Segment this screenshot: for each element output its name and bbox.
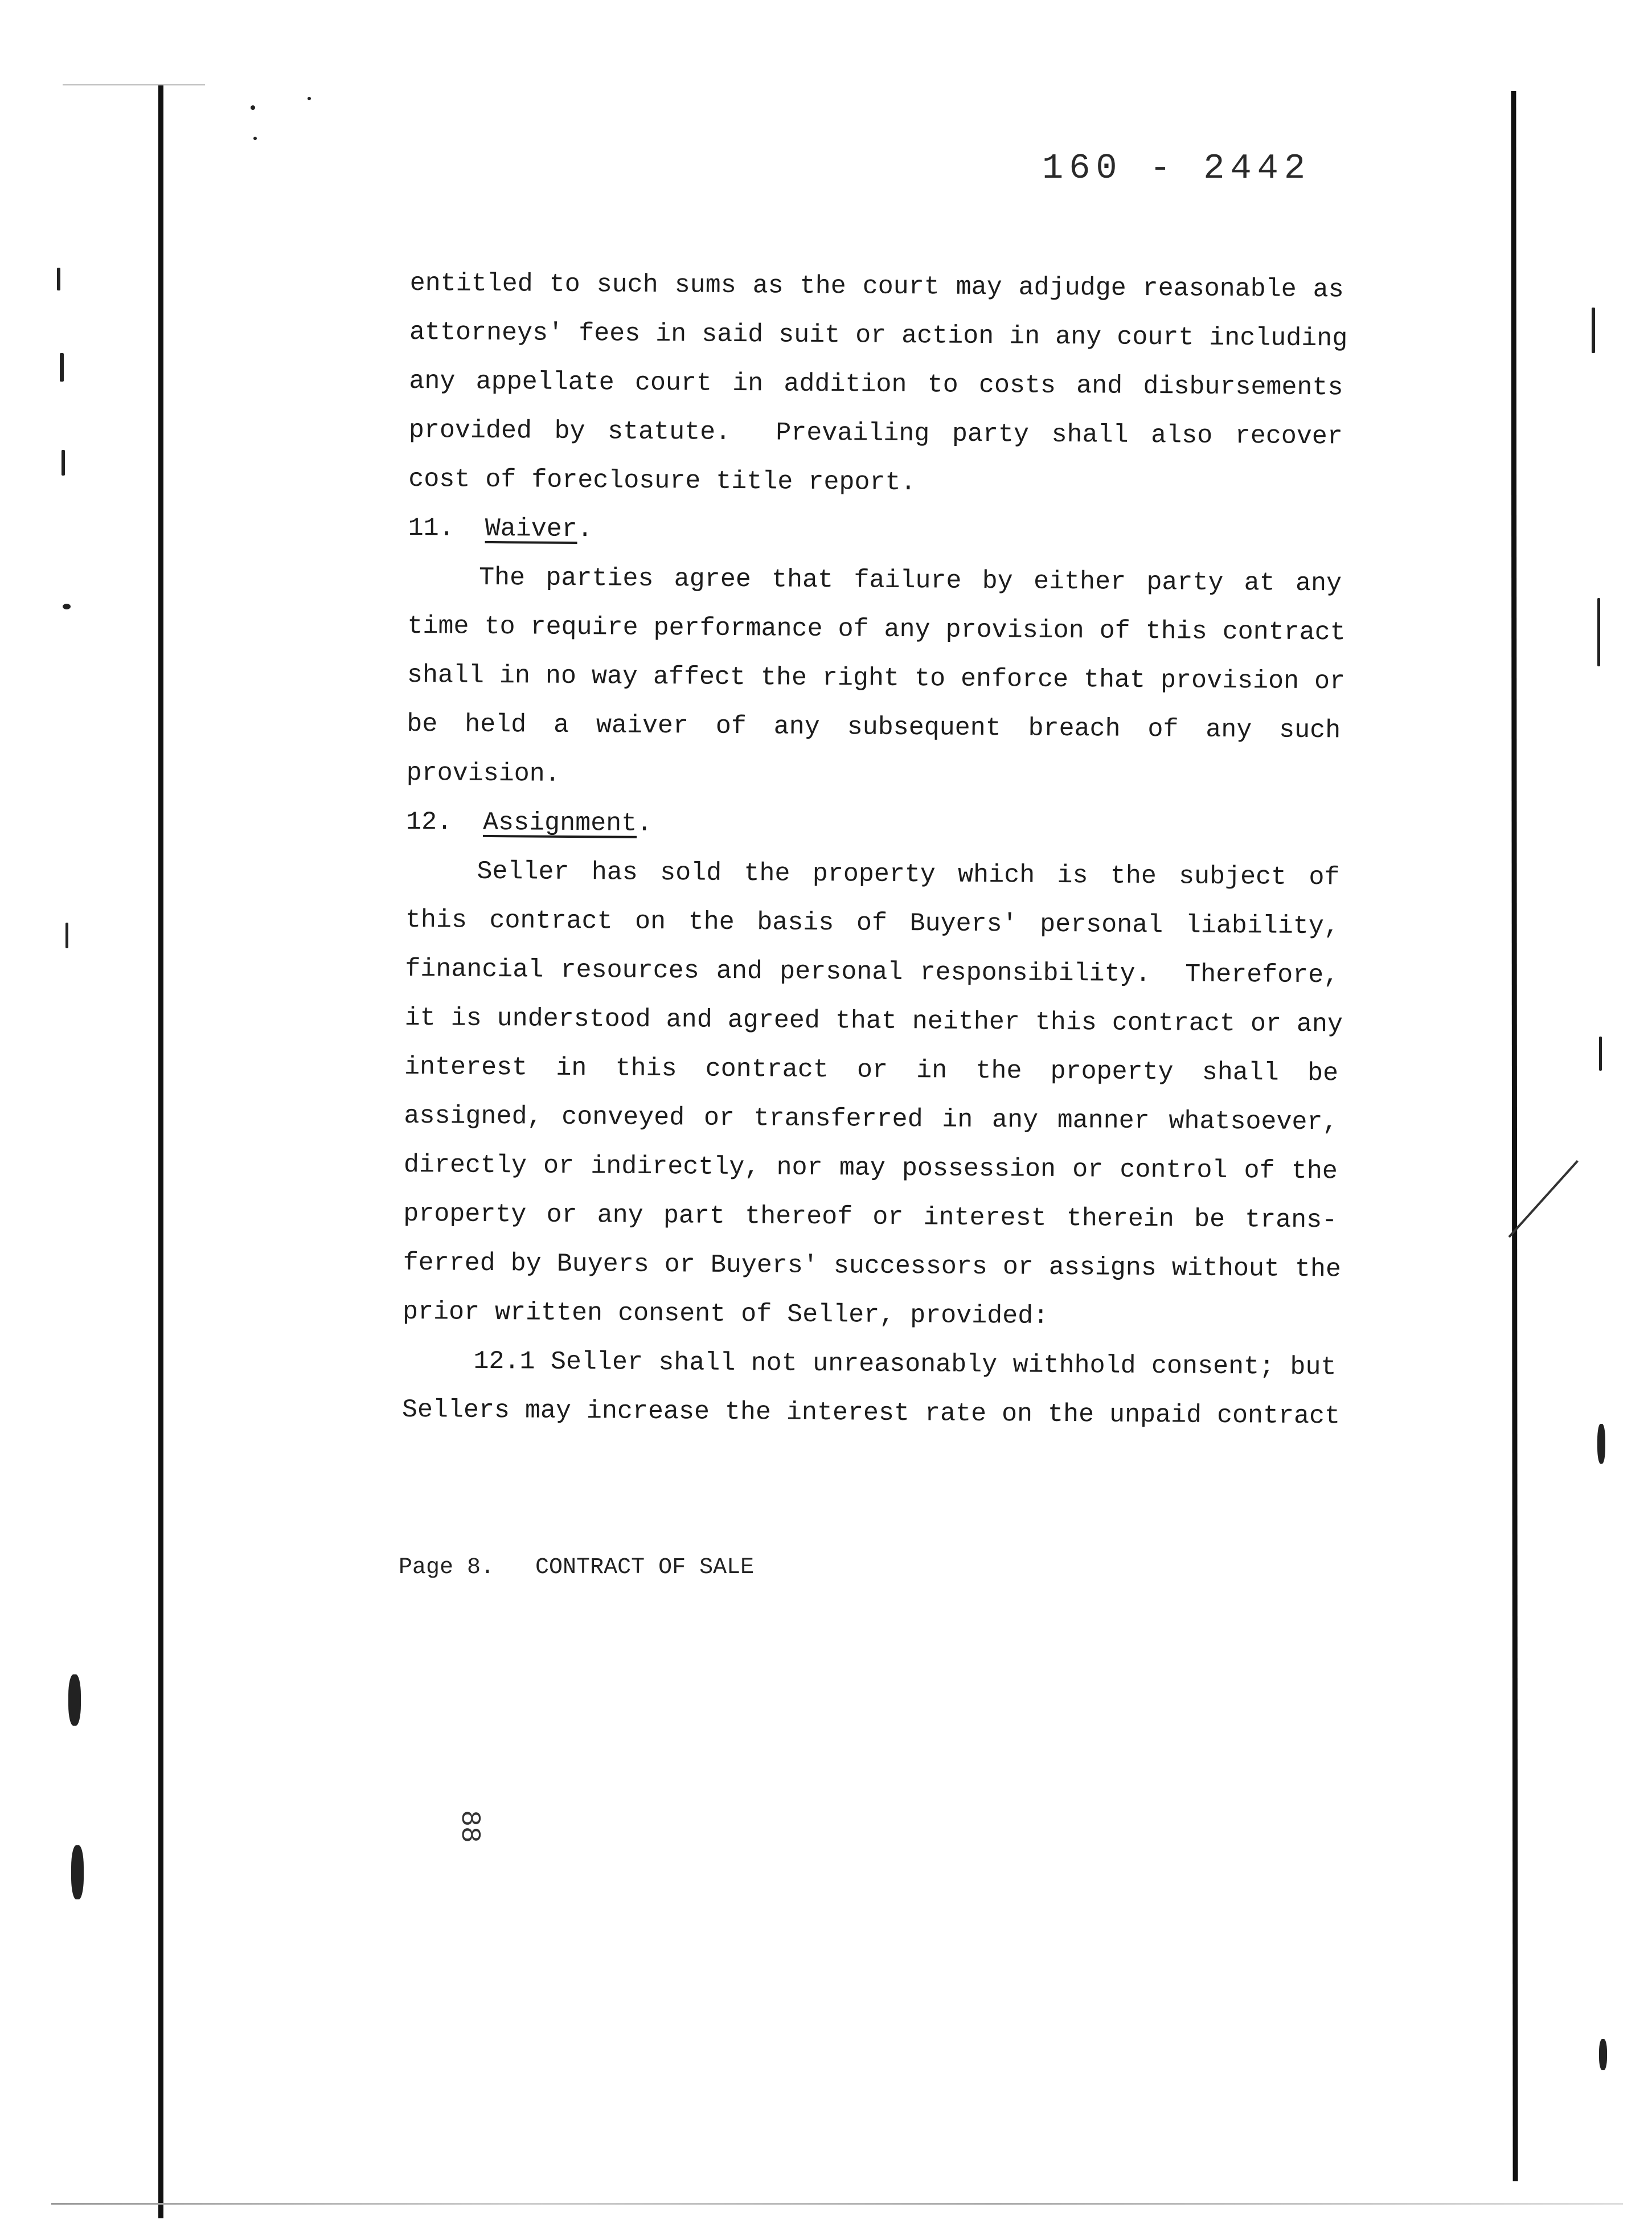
text-line: provided by statute. Prevailing party shall also recover xyxy=(408,415,1343,452)
text-line: prior written consent of Seller, provided: xyxy=(402,1297,1049,1331)
text-line: property or any part thereof or interest therein be trans- xyxy=(403,1199,1338,1235)
scan-speck xyxy=(308,97,311,100)
text-line: assigned, conveyed or transferred in any manner whatsoever, xyxy=(404,1101,1338,1137)
text-line: any appellate court in addition to costs and disbursements xyxy=(409,366,1343,403)
footer-title: CONTRACT OF SALE xyxy=(535,1555,755,1580)
text-line: financial resources and personal responsibility. Therefore, xyxy=(405,954,1339,990)
scan-top-edge xyxy=(63,84,205,85)
scan-speck xyxy=(62,450,65,476)
scan-speck xyxy=(68,1674,81,1726)
text-line: entitled to such sums as the court may adjudge reasonable as xyxy=(409,268,1344,305)
text-line: it is understood and agreed that neither this contract or any xyxy=(404,1003,1343,1039)
section-number: 12. xyxy=(405,807,453,837)
text-line: ferred by Buyers or Buyers' successors or assigns without the xyxy=(403,1248,1342,1284)
scan-speck xyxy=(1592,308,1595,353)
left-binding-line xyxy=(158,85,163,2218)
scan-speck xyxy=(57,268,60,290)
text-line: this contract on the basis of Buyers' personal liability, xyxy=(405,905,1340,941)
stamp-mark: 88 xyxy=(453,1810,485,1843)
text-line: shall in no way affect the right to enforce that provision or xyxy=(407,660,1346,697)
scan-speck xyxy=(63,604,71,609)
text-line: time to require performance of any provision of this contract xyxy=(407,611,1346,648)
scan-speck xyxy=(60,353,64,382)
scan-speck xyxy=(251,105,255,110)
section-heading-assignment: 12. Assignment. xyxy=(405,807,653,838)
text-line: cost of foreclosure title report. xyxy=(408,464,916,498)
page-footer xyxy=(399,1555,754,1580)
right-binding-line xyxy=(1511,91,1518,2181)
section-title: Assignment xyxy=(482,808,637,838)
text-line: Seller has sold the property which is the subject of xyxy=(477,857,1340,892)
section-title: Waiver xyxy=(485,514,577,544)
text-line: directly or indirectly, nor may possession or control of the xyxy=(403,1150,1338,1186)
scan-bottom-edge xyxy=(51,2203,1623,2205)
text-line: be held a waiver of any subsequent breach of any such xyxy=(407,709,1341,746)
scan-speck xyxy=(1599,2039,1607,2070)
page-number: Page 8. xyxy=(399,1555,495,1580)
scan-speck xyxy=(1597,1424,1605,1464)
text-line: Sellers may increase the interest rate on the unpaid contract xyxy=(401,1395,1341,1431)
scan-speck xyxy=(1599,1037,1602,1071)
text-line: 12.1 Seller shall not unreasonably withhold consent; but xyxy=(473,1346,1337,1382)
section-heading-waiver: 11. Waiver. xyxy=(408,513,593,544)
pen-stroke-mark xyxy=(1508,1160,1579,1238)
document-number: 160 - 2442 xyxy=(1042,148,1311,189)
section-number: 11. xyxy=(408,513,454,543)
scan-speck xyxy=(253,137,257,140)
text-line: provision. xyxy=(406,758,560,789)
contract-body xyxy=(401,259,1348,1441)
text-line: attorneys' fees in said suit or action in any court including xyxy=(409,317,1348,354)
scan-speck xyxy=(1597,598,1600,666)
scan-speck xyxy=(71,1845,84,1899)
text-line: interest in this contract or in the property shall be xyxy=(404,1052,1339,1088)
text-line: The parties agree that failure by either party at any xyxy=(478,563,1342,599)
scan-speck xyxy=(65,923,68,948)
